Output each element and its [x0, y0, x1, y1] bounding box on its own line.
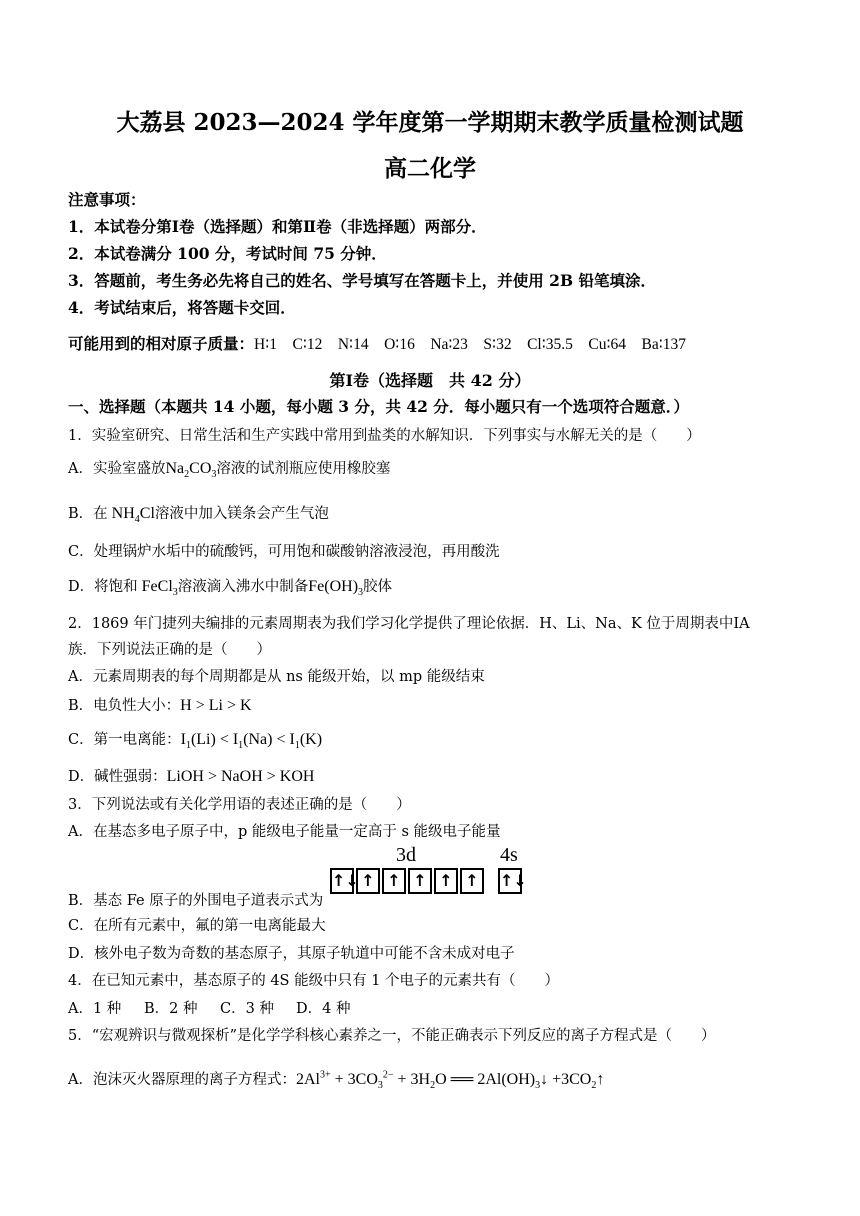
option-text: B．电负性大小： — [68, 698, 181, 714]
atomic-mass-label: 可能用到的相对原子质量： — [68, 334, 255, 353]
exam-subject: 高二化学 — [384, 155, 476, 182]
formula: $Na_2CO_3$ — [165, 460, 217, 481]
option-text: 溶液中加入镁条会产生气泡 — [154, 506, 329, 522]
orbital-box: ↑ — [356, 868, 380, 894]
question-1-stem: 1．实验室研究、日常生活和生产实践中常用到盐类的水解知识．下列事实与水解无关的是（ ） — [68, 428, 701, 444]
orbital-box: ↑ — [434, 868, 458, 894]
question-4-option: D．4 种 — [296, 1001, 351, 1017]
exam-title: 大荔县 2023—2024 学年度第一学期期末教学质量检测试题 — [116, 109, 744, 136]
formula: $NH_4Cl$ — [107, 505, 155, 526]
question-3-option-c: C．在所有元素中，氟的第一电离能最大 — [68, 918, 326, 934]
option-text: D．碱性强弱： — [68, 769, 167, 785]
formula: $Fe(OH)_3$ — [308, 578, 364, 599]
question-1-option-d — [68, 575, 392, 598]
orbital-box: ↑↓ — [330, 868, 354, 894]
question-1-option-c: C．处理锅炉水垢中的硫酸钙，可用饱和碳酸钠溶液浸泡，再用酸洗 — [68, 544, 500, 560]
question-2-stem-cont: 族．下列说法正确的是（ ） — [68, 642, 271, 658]
orbital-label-3d: 3d — [396, 844, 416, 866]
formula: $2Al^{3+} + 3CO_3^{2-} + 3H_2O$ ══ $2Al(OH)_3↓$ $+3CO_2↑$ — [295, 1069, 605, 1092]
option-text: A．实验室盛放 — [68, 461, 166, 477]
orbital-box: ↑↓ — [498, 868, 522, 894]
option-text: 溶液的试剂瓶应使用橡胶塞 — [216, 461, 391, 477]
notice-item: 2．本试卷满分 100 分，考试时间 75 分钟． — [68, 244, 387, 263]
option-text: B．在 — [68, 506, 108, 522]
question-5-option-a — [68, 1068, 604, 1091]
formula: LiOH > NaOH > KOH — [166, 768, 315, 785]
question-1-option-a — [68, 457, 390, 480]
atomic-mass-line — [68, 332, 686, 354]
question-4-option: A．1 种 — [68, 1001, 122, 1017]
orbital-box: ↑ — [460, 868, 484, 894]
part1-heading: 第Ⅰ卷（选择题 共 42 分） — [329, 371, 531, 390]
option-text: D．将饱和 — [68, 579, 138, 595]
formula: FeCl$_3$ — [137, 578, 178, 599]
notice-item: 1．本试卷分第Ⅰ卷（选择题）和第Ⅱ卷（非选择题）两部分． — [68, 217, 487, 236]
option-text: 溶液滴入沸水中制备 — [177, 579, 309, 595]
question-2-option-b — [68, 694, 252, 715]
question-3-stem: 3．下列说法或有关化学用语的表述正确的是（ ） — [68, 797, 411, 813]
question-2-stem: 2．1869 年门捷列夫编排的元素周期表为我们学习化学提供了理论依据．H、Li、Na、K 位于周期表中ⅠA — [68, 616, 750, 632]
orbital-box: ↑ — [382, 868, 406, 894]
question-3-option-a: A．在基态多电子原子中，p 能级电子能量一定高于 s 能级电子能量 — [68, 824, 501, 840]
formula: H > Li > K — [180, 697, 252, 714]
question-2-option-a: A．元素周期表的每个周期都是从 ns 能级开始，以 mp 能级结束 — [68, 669, 485, 685]
option-text: C．第一电离能： — [68, 732, 181, 748]
notice-item: 4．考试结束后，将答题卡交回． — [68, 298, 296, 317]
question-3-option-b: B．基态 Fe 原子的外围电子道表示式为 — [68, 893, 324, 909]
atomic-mass-values: H∶1 C∶12 N∶14 O∶16 Na∶23 S∶32 Cl∶35.5 Cu∶64 Ba∶137 — [254, 336, 687, 353]
orbital-label-4s: 4s — [500, 844, 518, 866]
question-4-option: B．2 种 — [144, 1001, 198, 1017]
notice-heading: 注意事项： — [68, 190, 146, 209]
option-text: 胶体 — [363, 579, 393, 595]
section-heading: 一、选择题（本题共 14 小题，每小题 3 分，共 42 分．每小题只有一个选项符合题意．） — [68, 397, 690, 416]
question-5-stem: 5．“宏观辨识与微观探析”是化学学科核心素养之一，不能正确表示下列反应的离子方程式是（ ） — [68, 1028, 716, 1044]
question-2-option-d — [68, 765, 314, 786]
notice-item: 3．答题前，考生务必先将自己的姓名、学号填写在答题卡上，并使用 2B 铅笔填涂． — [68, 271, 656, 290]
orbital-diagram — [330, 844, 530, 904]
question-4-options — [68, 997, 350, 1018]
question-1-option-b — [68, 502, 329, 525]
formula: $I_1(Li) < I_1(Na) < I_1(K)$ — [180, 731, 323, 752]
question-2-option-c — [68, 728, 322, 751]
question-3-option-d: D．核外电子数为奇数的基态原子，其原子轨道中可能不含未成对电子 — [68, 946, 515, 962]
question-4-stem: 4．在已知元素中，基态原子的 4S 能级中只有 1 个电子的元素共有（ ） — [68, 973, 560, 989]
option-text: A．泡沫灭火器原理的离子方程式： — [68, 1072, 296, 1088]
orbital-box: ↑ — [408, 868, 432, 894]
question-4-option: C．3 种 — [220, 1001, 274, 1017]
